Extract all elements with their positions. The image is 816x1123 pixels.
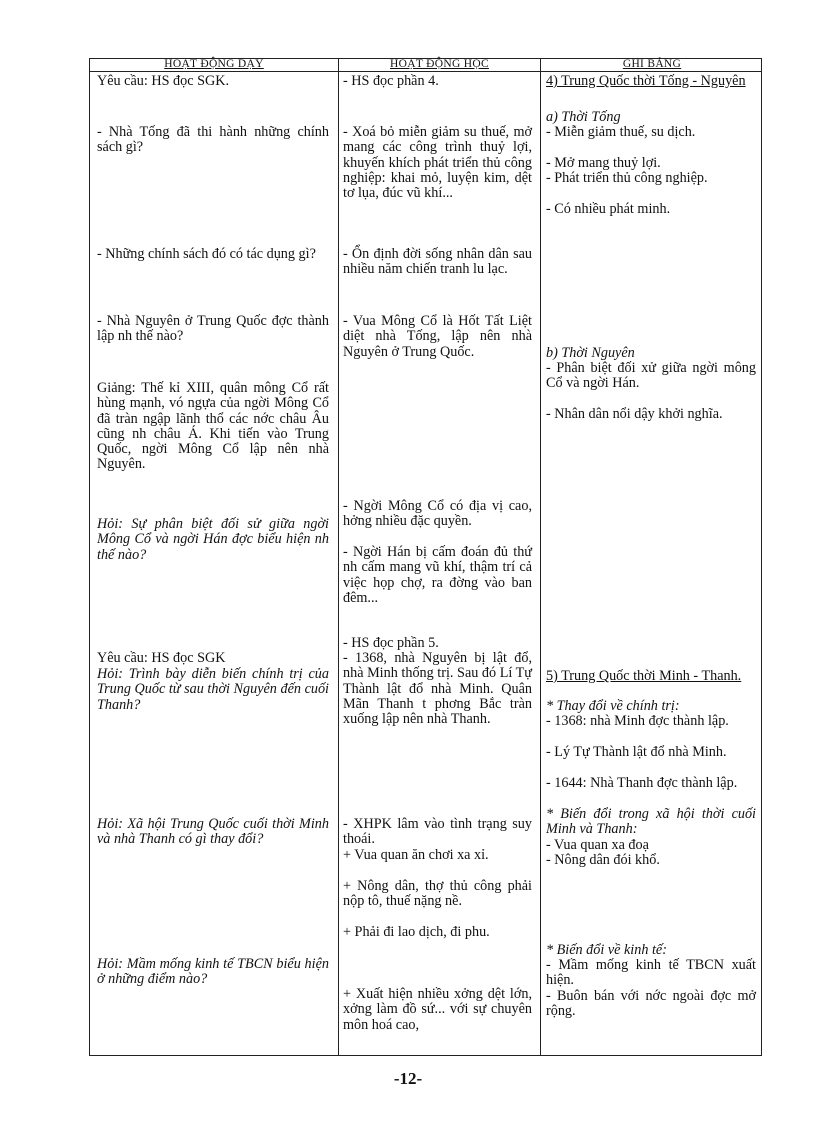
board-subheading: * Biến đổi về kinh tế:	[546, 942, 667, 958]
student-entry: - Ngời Hán bị cấm đoán đủ thứ nh cấm mang vũ khí, thậm trí cả việc họp chợ, ra đờng vào ban đêm...	[343, 544, 532, 606]
student-entry: + Nông dân, thợ thủ công phải nộp tô, thuế nặng nề.	[343, 878, 532, 910]
board-heading: 4) Trung Quốc thời Tống - Nguyên	[546, 73, 746, 89]
student-entry: - Xoá bỏ miễn giảm su thuế, mở mang các công trình thuỷ lợi, khuyến khích phát triển thủ công nghiệp: khai mỏ, luyện kim, dệt tơ lụa, đúc vũ khí...	[343, 124, 532, 202]
column-divider-1	[338, 59, 339, 1055]
student-entry: - 1368, nhà Nguyên bị lật đổ, nhà Minh thống trị. Sau đó Lí Tự Thành lật đổ nhà Minh. Quân Mãn Thanh t phơng Bắc tràn xuống lập nên nhà Thanh.	[343, 650, 532, 728]
board-entry: - Buôn bán với nớc ngoài đợc mở rộng.	[546, 988, 756, 1020]
board-entry: - 1644: Nhà Thanh đợc thành lập.	[546, 775, 738, 791]
student-entry: - Ngời Mông Cổ có địa vị cao, hởng nhiều đặc quyền.	[343, 498, 532, 530]
teacher-entry: Yêu cầu: HS đọc SGK	[97, 650, 226, 666]
page-number: -12-	[393, 1069, 423, 1088]
board-entry: - Nhân dân nổi dậy khởi nghĩa.	[546, 406, 723, 422]
student-entry: - HS đọc phần 5.	[343, 635, 439, 651]
teacher-entry: Giảng: Thế kỉ XIII, quân mông Cổ rất hùng mạnh, vó ngựa của ngời Mông Cổ đã tràn ngập lãnh thổ các nớc châu Âu cũng nh châu Á. Khi tiến vào Trung Quốc, ngời Mông Cổ lập nên nhà Nguyên.	[97, 380, 329, 473]
header-board: GHI BẢNG	[622, 58, 682, 70]
board-entry: - Nông dân đói khổ.	[546, 852, 660, 868]
student-entry: - HS đọc phần 4.	[343, 73, 439, 89]
teacher-entry: - Những chính sách đó có tác dụng gì?	[97, 246, 316, 262]
student-entry: - Vua Mông Cổ là Hốt Tất Liệt diệt nhà Tống, lập nên nhà Nguyên ở Trung Quốc.	[343, 313, 532, 360]
teacher-entry: Yêu cầu: HS đọc SGK.	[97, 73, 230, 89]
board-subheading: b) Thời Nguyên	[546, 345, 635, 361]
student-entry: - XHPK lâm vào tình trạng suy thoái.	[343, 816, 532, 848]
teacher-question: Hỏi: Sự phân biệt đối sử giữa ngời Mông Cổ và ngời Hán đợc biểu hiện nh thế nào?	[97, 516, 329, 563]
board-subheading: a) Thời Tống	[546, 109, 621, 125]
student-entry: + Vua quan ăn chơi xa xỉ.	[343, 847, 489, 863]
student-entry: - Ổn định đời sống nhân dân sau nhiều năm chiến tranh lu lạc.	[343, 246, 532, 278]
student-entry: + Phải đi lao dịch, đi phu.	[343, 924, 490, 940]
header-divider	[90, 71, 761, 72]
board-heading: 5) Trung Quốc thời Minh - Thanh.	[546, 668, 742, 684]
lesson-table	[89, 58, 762, 1056]
column-divider-2	[540, 59, 541, 1055]
teacher-question: Hỏi: Xã hội Trung Quốc cuối thời Minh và nhà Thanh có gì thay đổi?	[97, 816, 329, 848]
board-subheading: * Thay đổi về chính trị:	[546, 698, 680, 714]
board-entry: - Có nhiều phát minh.	[546, 201, 671, 217]
student-entry: + Xuất hiện nhiều xởng dệt lớn, xởng làm đồ sứ... với sự chuyên môn hoá cao,	[343, 986, 532, 1033]
header-student: HOẠT ĐỘNG HỌC	[390, 58, 489, 70]
board-entry: - Lý Tự Thành lật đổ nhà Minh.	[546, 744, 727, 760]
board-entry: - Phân biệt đối xử giữa ngời mông Cổ và ngời Hán.	[546, 360, 756, 392]
board-entry: - Miễn giảm thuế, su dịch.	[546, 124, 696, 140]
board-entry: - Vua quan xa đoạ	[546, 837, 649, 853]
teacher-entry: - Nhà Tống đã thi hành những chính sách gì?	[97, 124, 329, 156]
board-entry: - 1368: nhà Minh đợc thành lập.	[546, 713, 729, 729]
header-teacher: HOẠT ĐỘNG DẠY	[164, 58, 264, 70]
teacher-entry: - Nhà Nguyên ở Trung Quốc đợc thành lập nh thế nào?	[97, 313, 329, 345]
board-entry: - Mầm mống kinh tế TBCN xuất hiện.	[546, 957, 756, 989]
teacher-question: Hỏi: Trình bày diễn biến chính trị của Trung Quốc từ sau thời Nguyên đến cuối Thanh?	[97, 666, 329, 713]
board-subheading: * Biến đổi trong xã hội thời cuối Minh và Thanh:	[546, 806, 756, 838]
teacher-question: Hỏi: Mầm mống kinh tế TBCN biểu hiện ở những điểm nào?	[97, 956, 329, 988]
board-entry: - Phát triển thủ công nghiệp.	[546, 170, 708, 186]
board-entry: - Mở mang thuỷ lợi.	[546, 155, 661, 171]
